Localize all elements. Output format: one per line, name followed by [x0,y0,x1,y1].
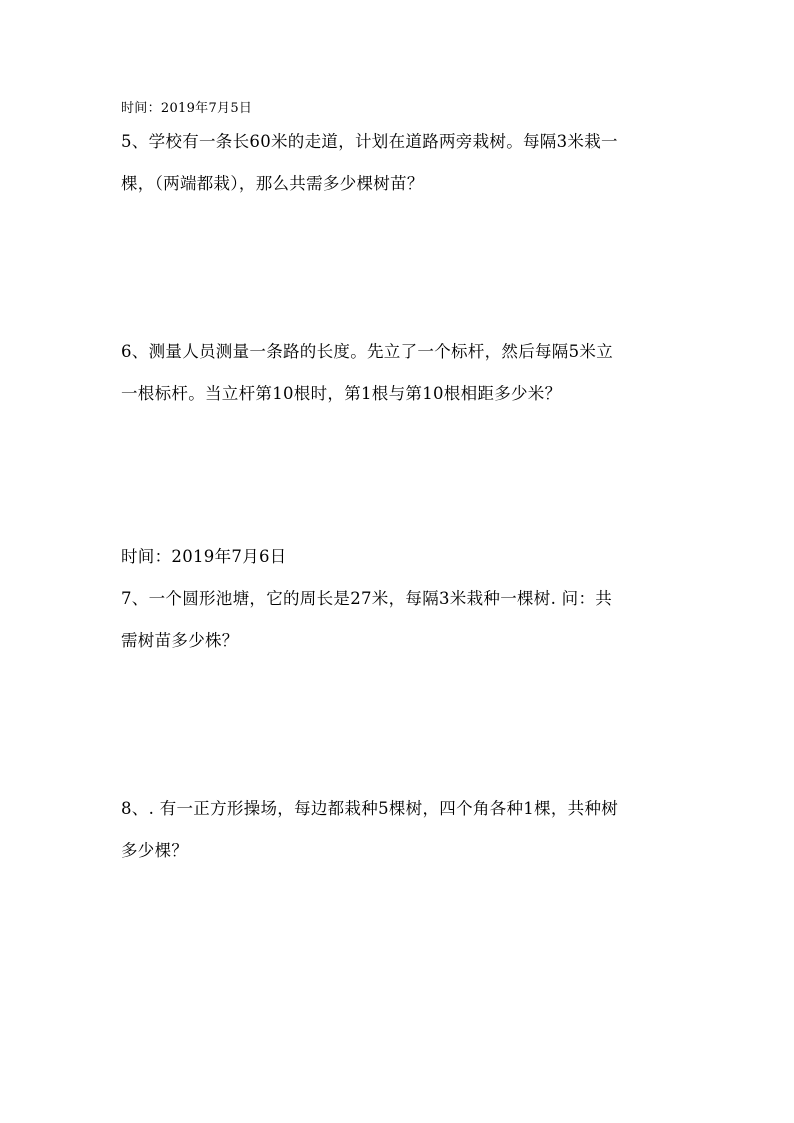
question-5-line-1: 5、学校有一条长60米的走道，计划在道路两旁栽树。每隔3米栽一 [121,132,618,151]
question-6-line-2: 一根标杆。当立杆第10根时，第1根与第10根相距多少米？ [121,384,562,403]
question-8-line-2: 多少棵？ [121,841,189,860]
question-7-line-2: 需树苗多少株？ [121,631,239,650]
section-date-1: 时间：2019年7月5日 [121,101,253,116]
question-8-line-1: 8、. 有一正方形操场，每边都栽种5棵树，四个角各种1棵，共种树 [121,799,619,818]
section-date-2: 时间：2019年7月6日 [121,547,287,566]
question-6-line-1: 6、测量人员测量一条路的长度。先立了一个标杆，然后每隔5米立 [121,342,613,361]
question-5-line-2: 棵，（两端都栽），那么共需多少棵树苗？ [121,174,424,193]
question-7-line-1: 7、一个圆形池塘，它的周长是27米，每隔3米栽种一棵树. 问：共 [121,589,613,608]
